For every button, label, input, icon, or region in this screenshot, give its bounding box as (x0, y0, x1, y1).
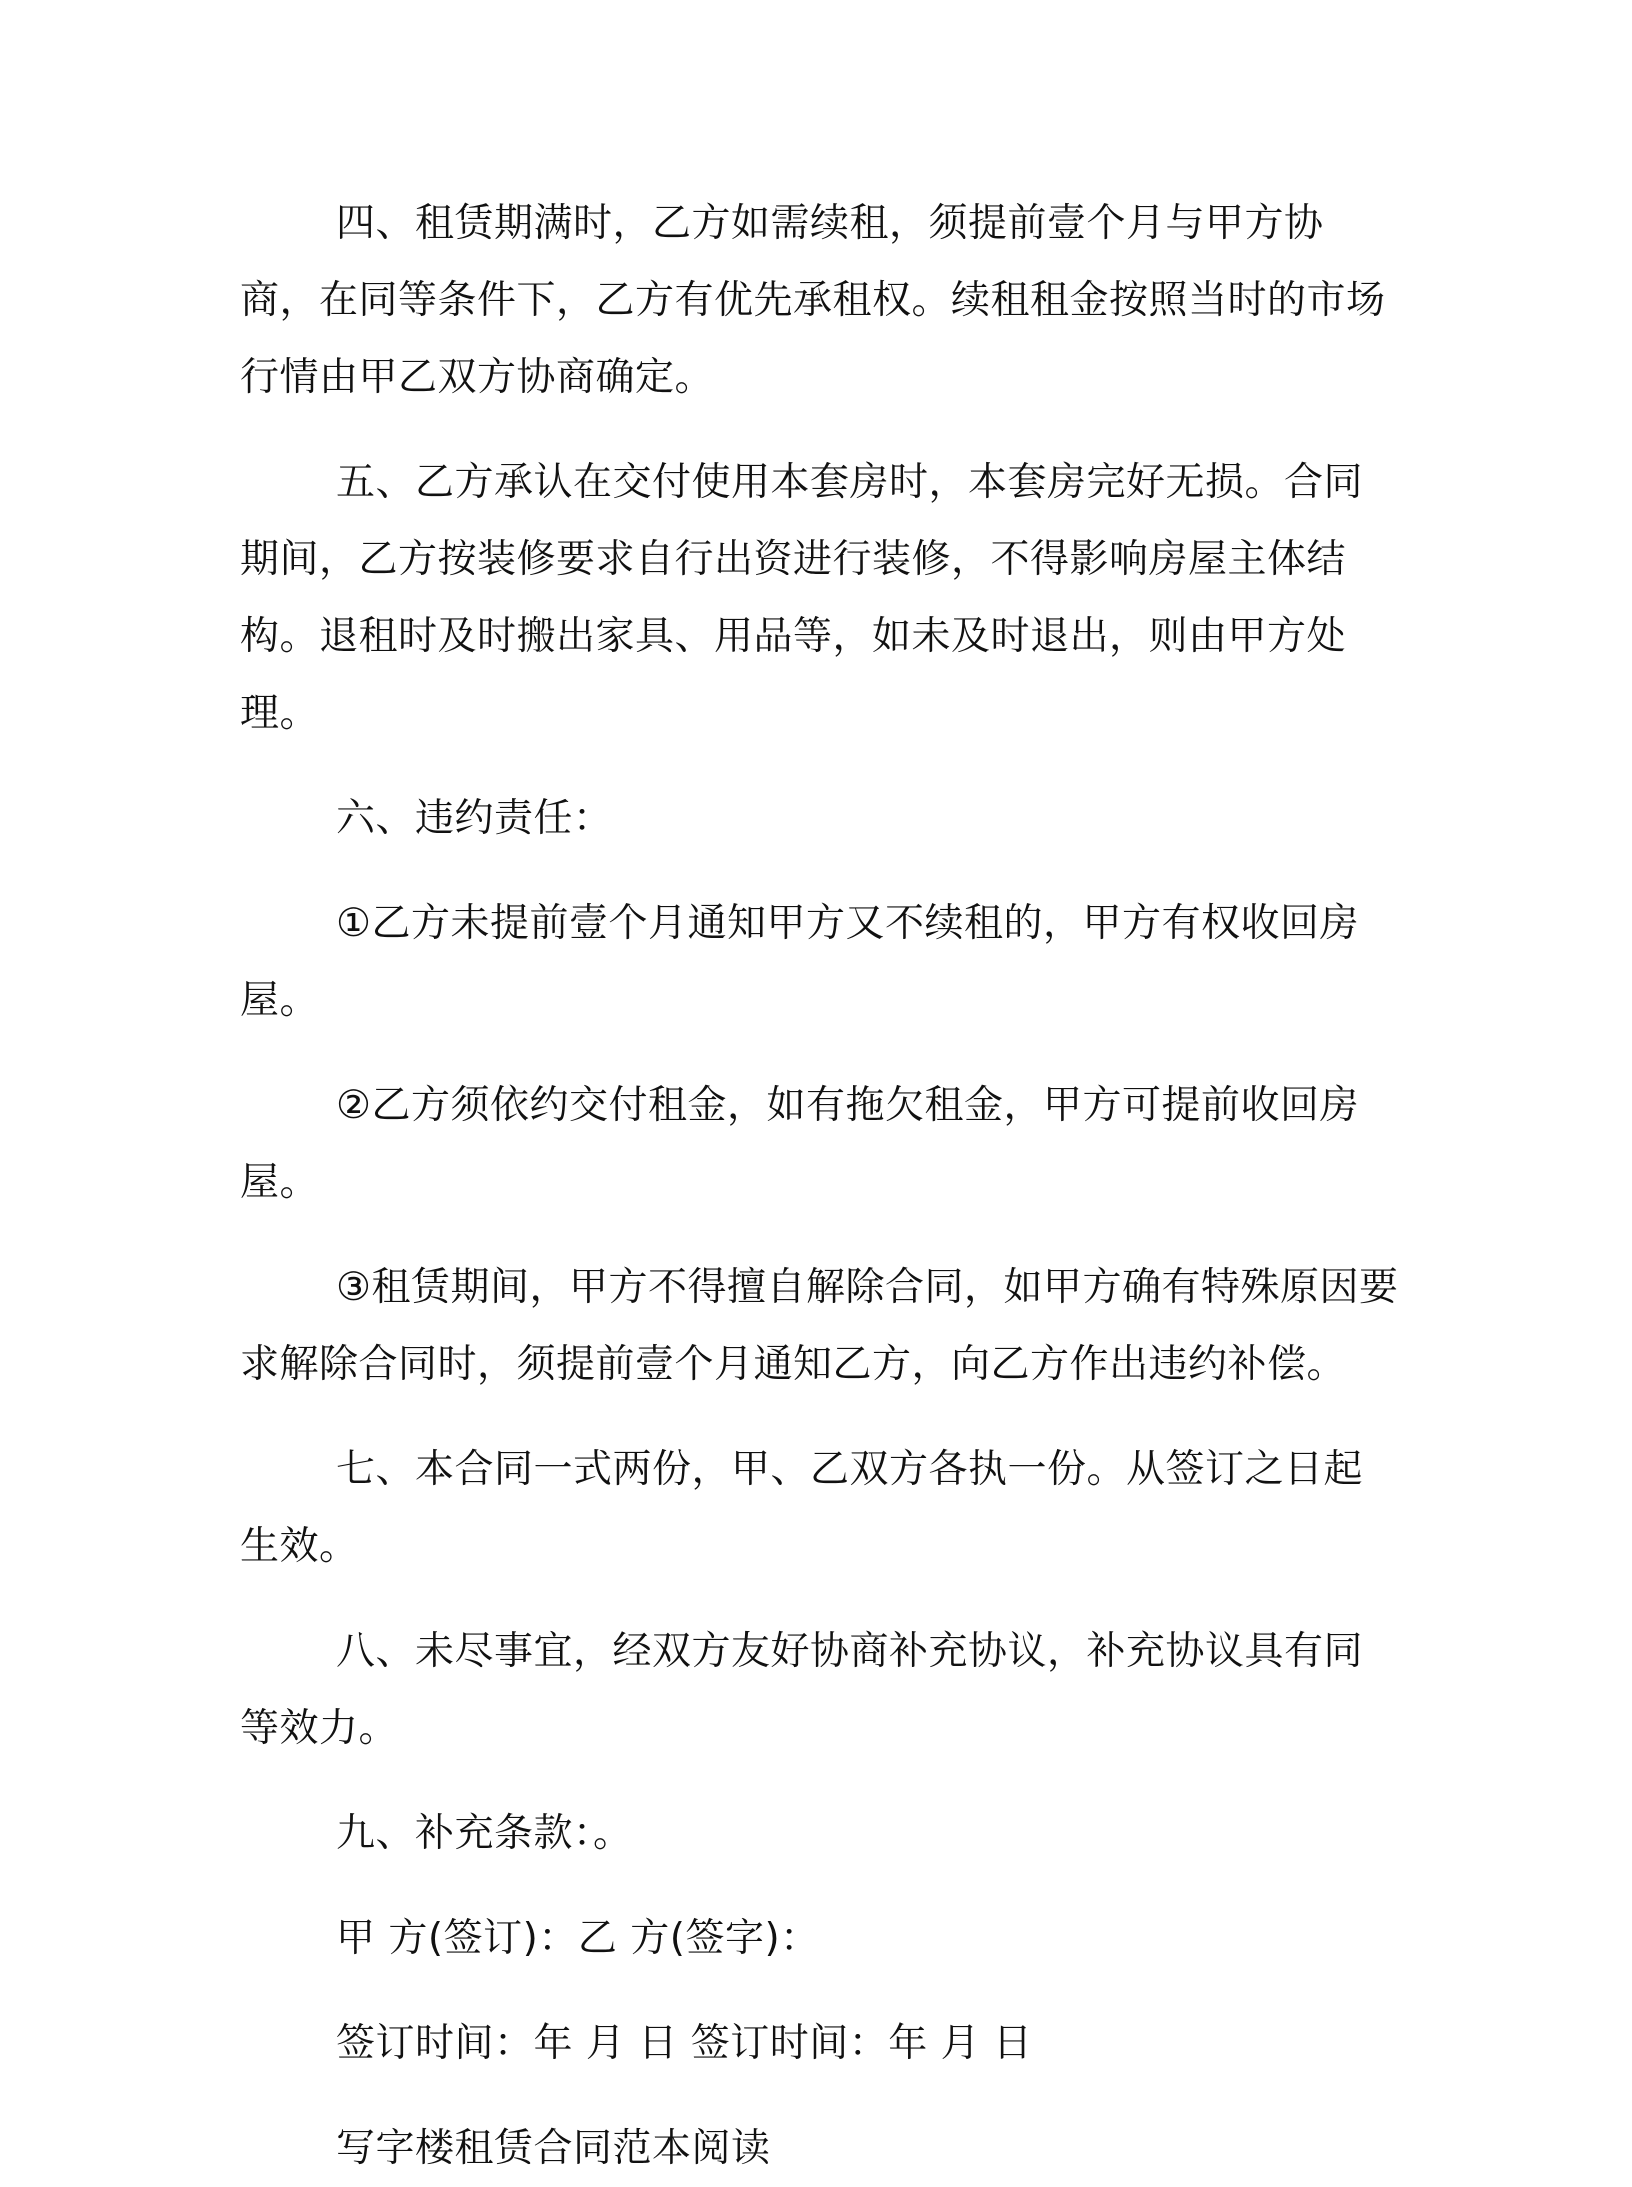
clause-6-item-1: ①乙方未提前壹个月通知甲方又不续租的，甲方有权收回房屋。 (240, 901, 1359, 1023)
signing-date-line: 签订时间：年 月 日 签订时间：年 月 日 (336, 2021, 1033, 2066)
signature-line: 甲 方(签订)：乙 方(签字)： (336, 1916, 820, 1961)
clause-9: 九、补充条款：。 (336, 1811, 633, 1856)
clause-6-item-2: ②乙方须依约交付租金，如有拖欠租金，甲方可提前收回房屋。 (240, 1083, 1359, 1205)
clause-6-item-3: ③租赁期间，甲方不得擅自解除合同，如甲方确有特殊原因要求解除合同时，须提前壹个月通知乙方，向乙方作出违约补偿。 (240, 1265, 1399, 1387)
clause-8: 八、未尽事宜，经双方友好协商补充协议，补充协议具有同等效力。 (240, 1629, 1364, 1751)
clause-4: 四、租赁期满时，乙方如需续租，须提前壹个月与甲方协商，在同等条件下，乙方有优先承租权。续租租金按照当时的市场行情由甲乙双方协商确定。 (240, 201, 1386, 400)
clause-7: 七、本合同一式两份，甲、乙双方各执一份。从签订之日起生效。 (240, 1447, 1364, 1569)
clause-5: 五、乙方承认在交付使用本套房时，本套房完好无损。合同期间，乙方按装修要求自行出资进行装修，不得影响房屋主体结构。退租时及时搬出家具、用品等，如未及时退出，则由甲方处理。 (240, 460, 1364, 736)
document-body (240, 185, 1400, 2187)
section-title: 写字楼租赁合同范本阅读 (336, 2126, 771, 2171)
clause-6-heading: 六、违约责任： (336, 796, 613, 841)
